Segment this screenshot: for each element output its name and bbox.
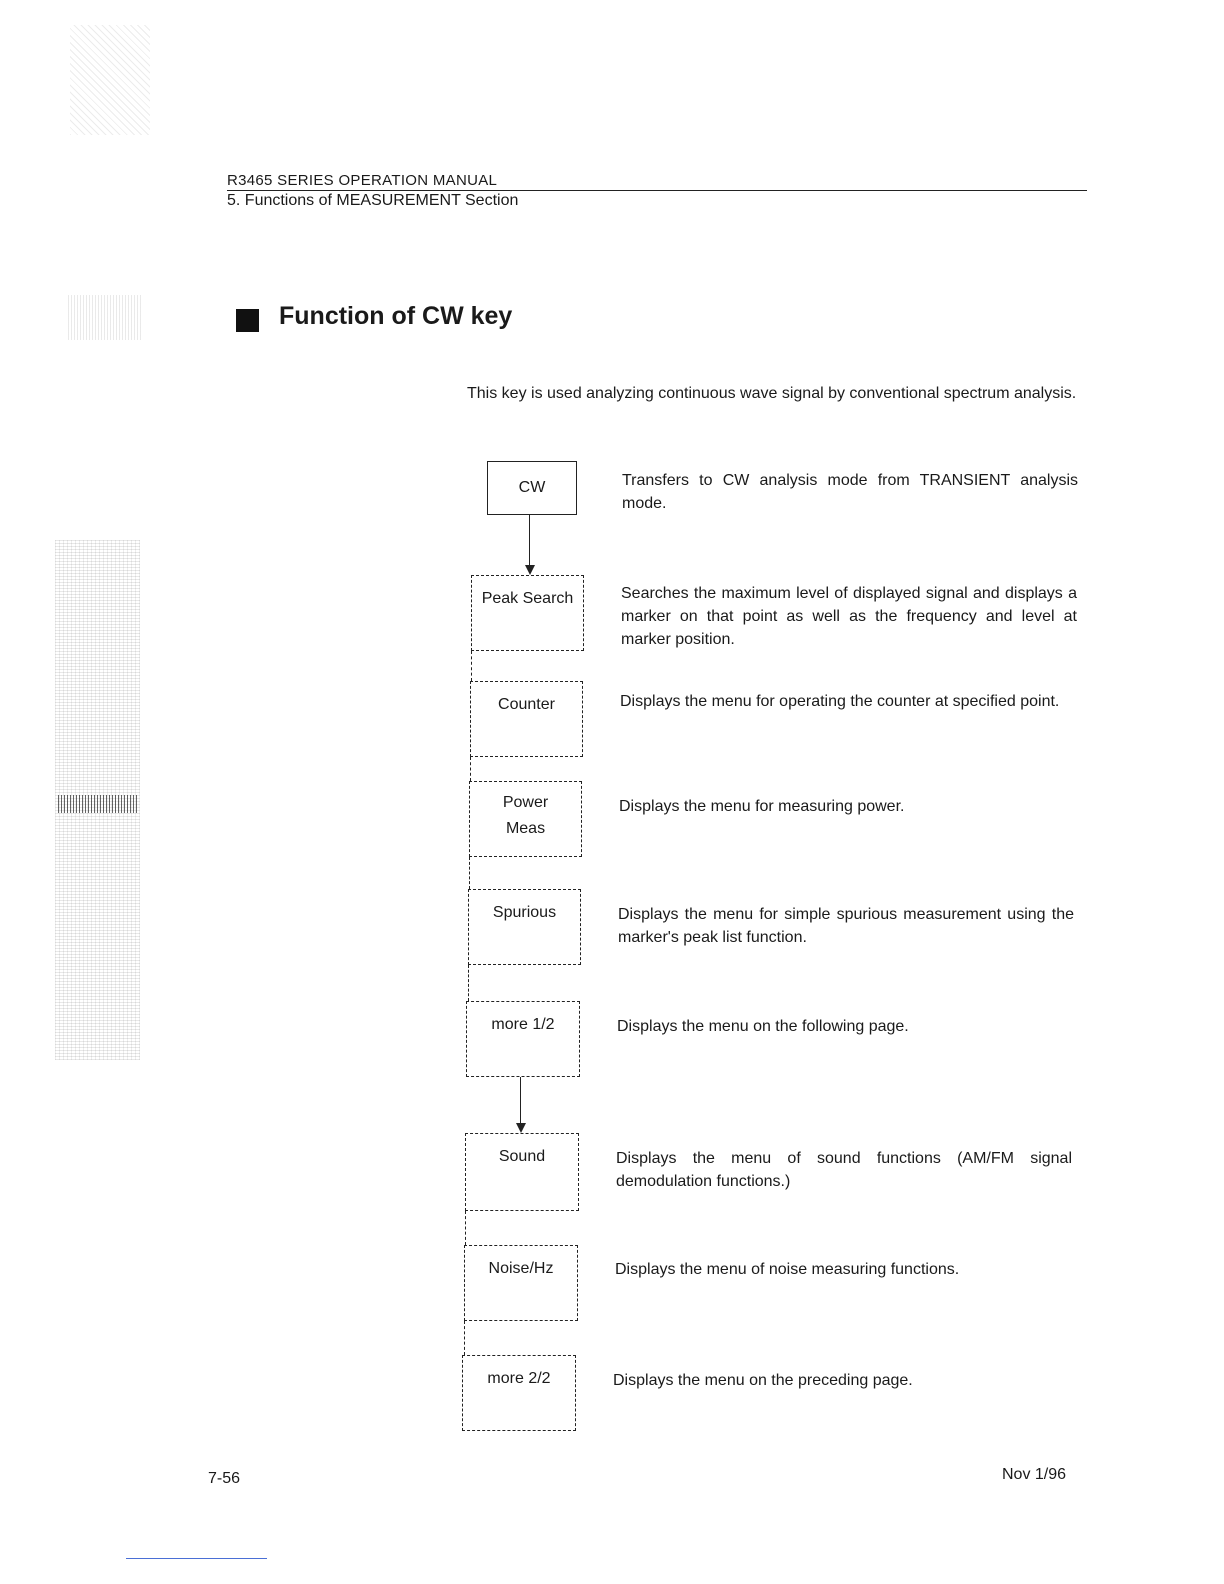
- key-more-1-2: [466, 1001, 580, 1077]
- key-power-meas-label-line1: Power: [502, 794, 549, 811]
- arrow-down-icon: [525, 565, 535, 575]
- key-counter: [470, 681, 583, 757]
- arrow-down-icon: [516, 1123, 526, 1133]
- connector-dash-3: [469, 857, 470, 889]
- key-noise-hz-label: Noise/Hz: [488, 1260, 554, 1277]
- key-peak-search: [471, 575, 584, 651]
- key-spurious: [468, 889, 581, 965]
- connector-dash-2: [470, 757, 471, 781]
- key-noise-hz: [464, 1245, 578, 1321]
- connector-dash-4: [468, 965, 469, 1001]
- section-subtitle: 5. Functions of MEASUREMENT Section: [227, 192, 519, 209]
- desc-more-2-2: Displays the menu on the preceding page.: [613, 1372, 913, 1389]
- key-counter-label: Counter: [498, 696, 555, 713]
- key-spurious-label: Spurious: [492, 904, 557, 921]
- connector-cw: [529, 515, 530, 567]
- desc-noise-hz: Displays the menu of noise measuring functions.: [615, 1261, 960, 1278]
- connector-dash-5: [465, 1211, 466, 1245]
- page-number: 7-56: [208, 1470, 241, 1487]
- section-title: Function of CW key: [279, 302, 513, 330]
- key-peak-search-label: Peak Search: [481, 590, 574, 607]
- intro-paragraph: This key is used analyzing continuous wave signal by conventional spectrum analysis.: [467, 385, 1077, 402]
- footer-rule: [126, 1558, 267, 1559]
- key-more-1-2-label: more 1/2: [491, 1016, 555, 1033]
- key-cw: [487, 461, 577, 515]
- header-rule: [227, 190, 1087, 191]
- desc-sound: Displays the menu of sound functions (AM/FM signal demodulation functions.): [616, 1150, 1072, 1190]
- manual-title: R3465 SERIES OPERATION MANUAL: [227, 172, 498, 189]
- section-bullet-icon: [236, 309, 259, 332]
- key-more-2-2: [462, 1355, 576, 1431]
- connector-dash-6: [464, 1321, 465, 1355]
- key-sound-label: Sound: [498, 1148, 546, 1165]
- desc-peak-search: Searches the maximum level of displayed signal and displays a marker on that point as well as the frequency and level at marker position.: [621, 585, 1077, 648]
- revision-date: Nov 1/96: [1002, 1466, 1067, 1483]
- connector-dash-1: [471, 651, 472, 681]
- connector-page: [520, 1077, 521, 1125]
- key-more-2-2-label: more 2/2: [487, 1370, 551, 1387]
- key-power-meas-label-line2: Meas: [505, 820, 546, 837]
- desc-more-1-2: Displays the menu on the following page.: [617, 1018, 909, 1035]
- desc-cw: Transfers to CW analysis mode from TRANSIENT analysis mode.: [622, 472, 1078, 512]
- scan-artifact-top: [70, 25, 150, 135]
- desc-spurious: Displays the menu for simple spurious measurement using the marker's peak list function.: [618, 906, 1074, 946]
- desc-power-meas: Displays the menu for measuring power.: [619, 798, 905, 815]
- scan-artifact-band: [58, 795, 138, 813]
- key-power-meas: [469, 781, 582, 857]
- key-cw-label: CW: [518, 479, 546, 496]
- key-sound: [465, 1133, 579, 1211]
- scan-artifact-mid: [68, 295, 143, 340]
- desc-counter: Displays the menu for operating the counter at specified point.: [620, 693, 1060, 710]
